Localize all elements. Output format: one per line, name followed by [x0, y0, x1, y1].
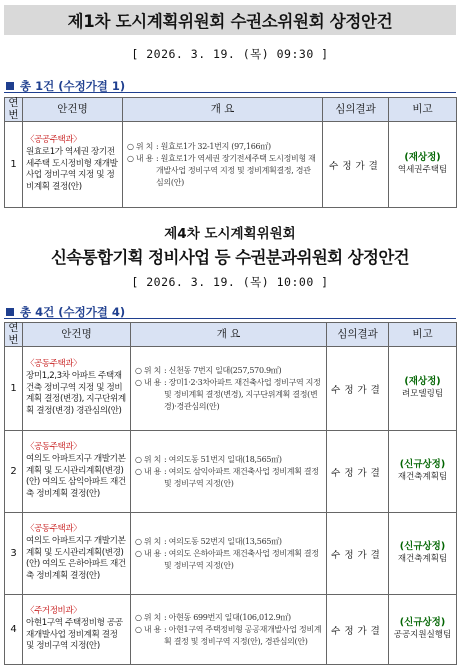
section1-summary-text: 총 1건 (수정가결 1)	[20, 79, 126, 93]
location-label: ○ 위 치	[127, 141, 154, 151]
item-cell	[23, 595, 131, 665]
col-header-remark: 비고	[389, 98, 457, 122]
section2-summary-text: 총 4건 (수정가결 4)	[20, 305, 126, 319]
content-label: ○ 내 용	[127, 153, 154, 163]
col-header-item: 안건명	[23, 98, 123, 122]
table-row	[5, 595, 457, 665]
col-header-overview: 개 요	[123, 98, 323, 122]
content-label: ○ 내 용	[135, 466, 162, 476]
location-text: : 신천동 7번지 일대(257,570.9㎡)	[164, 365, 282, 375]
content-label: ○ 내 용	[135, 377, 162, 387]
overview-cell	[131, 431, 327, 513]
row-number: 1	[5, 122, 23, 208]
item-cell	[23, 347, 131, 431]
department-tag: 〈 공동주택과 〉	[26, 442, 81, 452]
table-row	[5, 513, 457, 595]
team-name: 려모델링팀	[401, 389, 444, 400]
department-tag: 〈 공동주택과 〉	[26, 524, 81, 534]
item-name: 여의도 아파트지구 개발기본계획 및 도시관리계획(변경)(안) 여의도 은하아파트 재건축 정비계획 결정(안)	[26, 535, 126, 582]
content-text: : 아현1구역 주택정비형 공공재개발사업 정비계획 결정 및 정비구역 지정(안), 경관심의(안)	[164, 624, 322, 646]
location-label: ○ 위 치	[135, 612, 162, 622]
col-header-remark: 비고	[389, 323, 457, 347]
content-text: : 여의도 은하아파트 재건축사업 정비계획 결정 및 정비구역 지정(안)	[164, 548, 319, 570]
department-tag: 〈 공공주택과 〉	[26, 135, 81, 145]
remark-cell	[389, 347, 457, 431]
col-header-item: 안건명	[23, 323, 131, 347]
remark-cell	[389, 431, 457, 513]
overview-cell	[131, 347, 327, 431]
location-label: ○ 위 치	[135, 365, 162, 375]
content-label: ○ 내 용	[135, 624, 162, 634]
item-cell	[23, 431, 131, 513]
row-number: 1	[5, 347, 23, 431]
team-name: 공공지원실행팀	[393, 630, 452, 641]
item-cell	[23, 122, 123, 208]
row-number: 4	[5, 595, 23, 665]
location-text: : 여의도동 51번지 일대(18,565㎡)	[164, 454, 282, 464]
item-name: 아현1구역 주택정비형 공공재개발사업 정비계획 결정 및 정비구역 지정(안)	[26, 617, 123, 652]
location-label: ○ 위 치	[135, 536, 162, 546]
committee-title: 신속통합기획 정비사업 등 수권분과위원회 상정안건	[50, 248, 410, 267]
committee-subtitle: 제4차 도시계획위원회	[164, 226, 296, 242]
overview-cell	[131, 595, 327, 665]
location-text: : 원효로1가 32-1번지 (97,166㎡)	[156, 141, 271, 151]
row-number: 2	[5, 431, 23, 513]
status-badge: ( 신규상정 )	[389, 541, 456, 554]
status-badge: ( 재상정 )	[389, 152, 456, 165]
col-header-no: 연번	[5, 323, 23, 347]
status-badge: ( 신규상정 )	[389, 617, 456, 630]
content-text: : 원효로1가 역세권 장기전세주택 도시정비형 재개발사업 정비구역 지정 및 정비계획결정, 경관심의(안)	[156, 153, 316, 187]
result-cell: 수정가결	[327, 347, 389, 431]
result-cell: 수정가결	[327, 431, 389, 513]
status-badge: ( 신규상정 )	[389, 459, 456, 472]
table-row	[5, 122, 457, 208]
result-cell: 수정가결	[327, 513, 389, 595]
item-name: 여의도 아파트지구 개발기본계획 및 도시관리계획(변경)(안) 여의도 삼익아파트 재건축 정비계획 결정(안)	[26, 453, 126, 500]
col-header-no: 연번	[5, 98, 23, 122]
item-cell	[23, 513, 131, 595]
table-header-row	[5, 323, 457, 347]
team-name: 역세권주택팀	[397, 165, 448, 176]
square-bullet-icon	[6, 82, 14, 90]
table-row	[5, 347, 457, 431]
department-tag: 〈 공동주택과 〉	[26, 359, 81, 369]
col-header-overview: 개 요	[131, 323, 327, 347]
table-row	[5, 431, 457, 513]
team-name: 재건축계획팀	[397, 554, 448, 565]
page-title: 제1차 도시계획위원회 수권소위원회 상정안건	[4, 5, 456, 35]
location-label: ○ 위 치	[135, 454, 162, 464]
item-name: 장미1,2,3차 아파트 주택재건축 정비구역 지정 및 정비계획 결정(변경), 지구단위계획 결정(변경) 경관심의(안)	[26, 370, 126, 417]
divider	[4, 92, 456, 93]
content-text: : 장미1·2·3차아파트 재건축사업 정비구역 지정 및 정비계획 결정(변경), 지구단위계획 결정(변경)·경관심의(안)	[164, 377, 321, 411]
content-label: ○ 내 용	[135, 548, 162, 558]
overview-cell	[123, 122, 323, 208]
team-name: 재건축계획팀	[397, 472, 448, 483]
item-name: 원효로1가 역세권 장기전세주택 도시정비형 재개발사업 정비구역 지정 및 정비계획 결정(안)	[26, 146, 118, 193]
location-text: : 여의도동 52번지 일대(13,565㎡)	[164, 536, 282, 546]
result-cell: 수정가결	[323, 122, 389, 208]
remark-cell	[389, 595, 457, 665]
overview-cell	[131, 513, 327, 595]
content-text: : 여의도 삼익아파트 재건축사업 정비계획 결정 및 정비구역 지정(안)	[164, 466, 319, 488]
remark-cell	[389, 122, 457, 208]
status-badge: ( 재상정 )	[389, 376, 456, 389]
department-tag: 〈 주거정비과 〉	[26, 606, 81, 616]
agenda-table-1	[4, 97, 457, 208]
row-number: 3	[5, 513, 23, 595]
remark-cell	[389, 513, 457, 595]
agenda-table-2	[4, 322, 457, 665]
col-header-result: 심의결과	[323, 98, 389, 122]
square-bullet-icon	[6, 308, 14, 316]
table-header-row	[5, 98, 457, 122]
col-header-result: 심의결과	[327, 323, 389, 347]
meeting-date-2: [ 2026. 3. 19. (목) 10:00 ]	[131, 275, 329, 289]
divider	[4, 318, 456, 319]
meeting-date: [ 2026. 3. 19. (목) 09:30 ]	[131, 47, 329, 61]
location-text: : 아현동 699번지 일대(106,012.9㎡)	[164, 612, 291, 622]
result-cell: 수정가결	[327, 595, 389, 665]
